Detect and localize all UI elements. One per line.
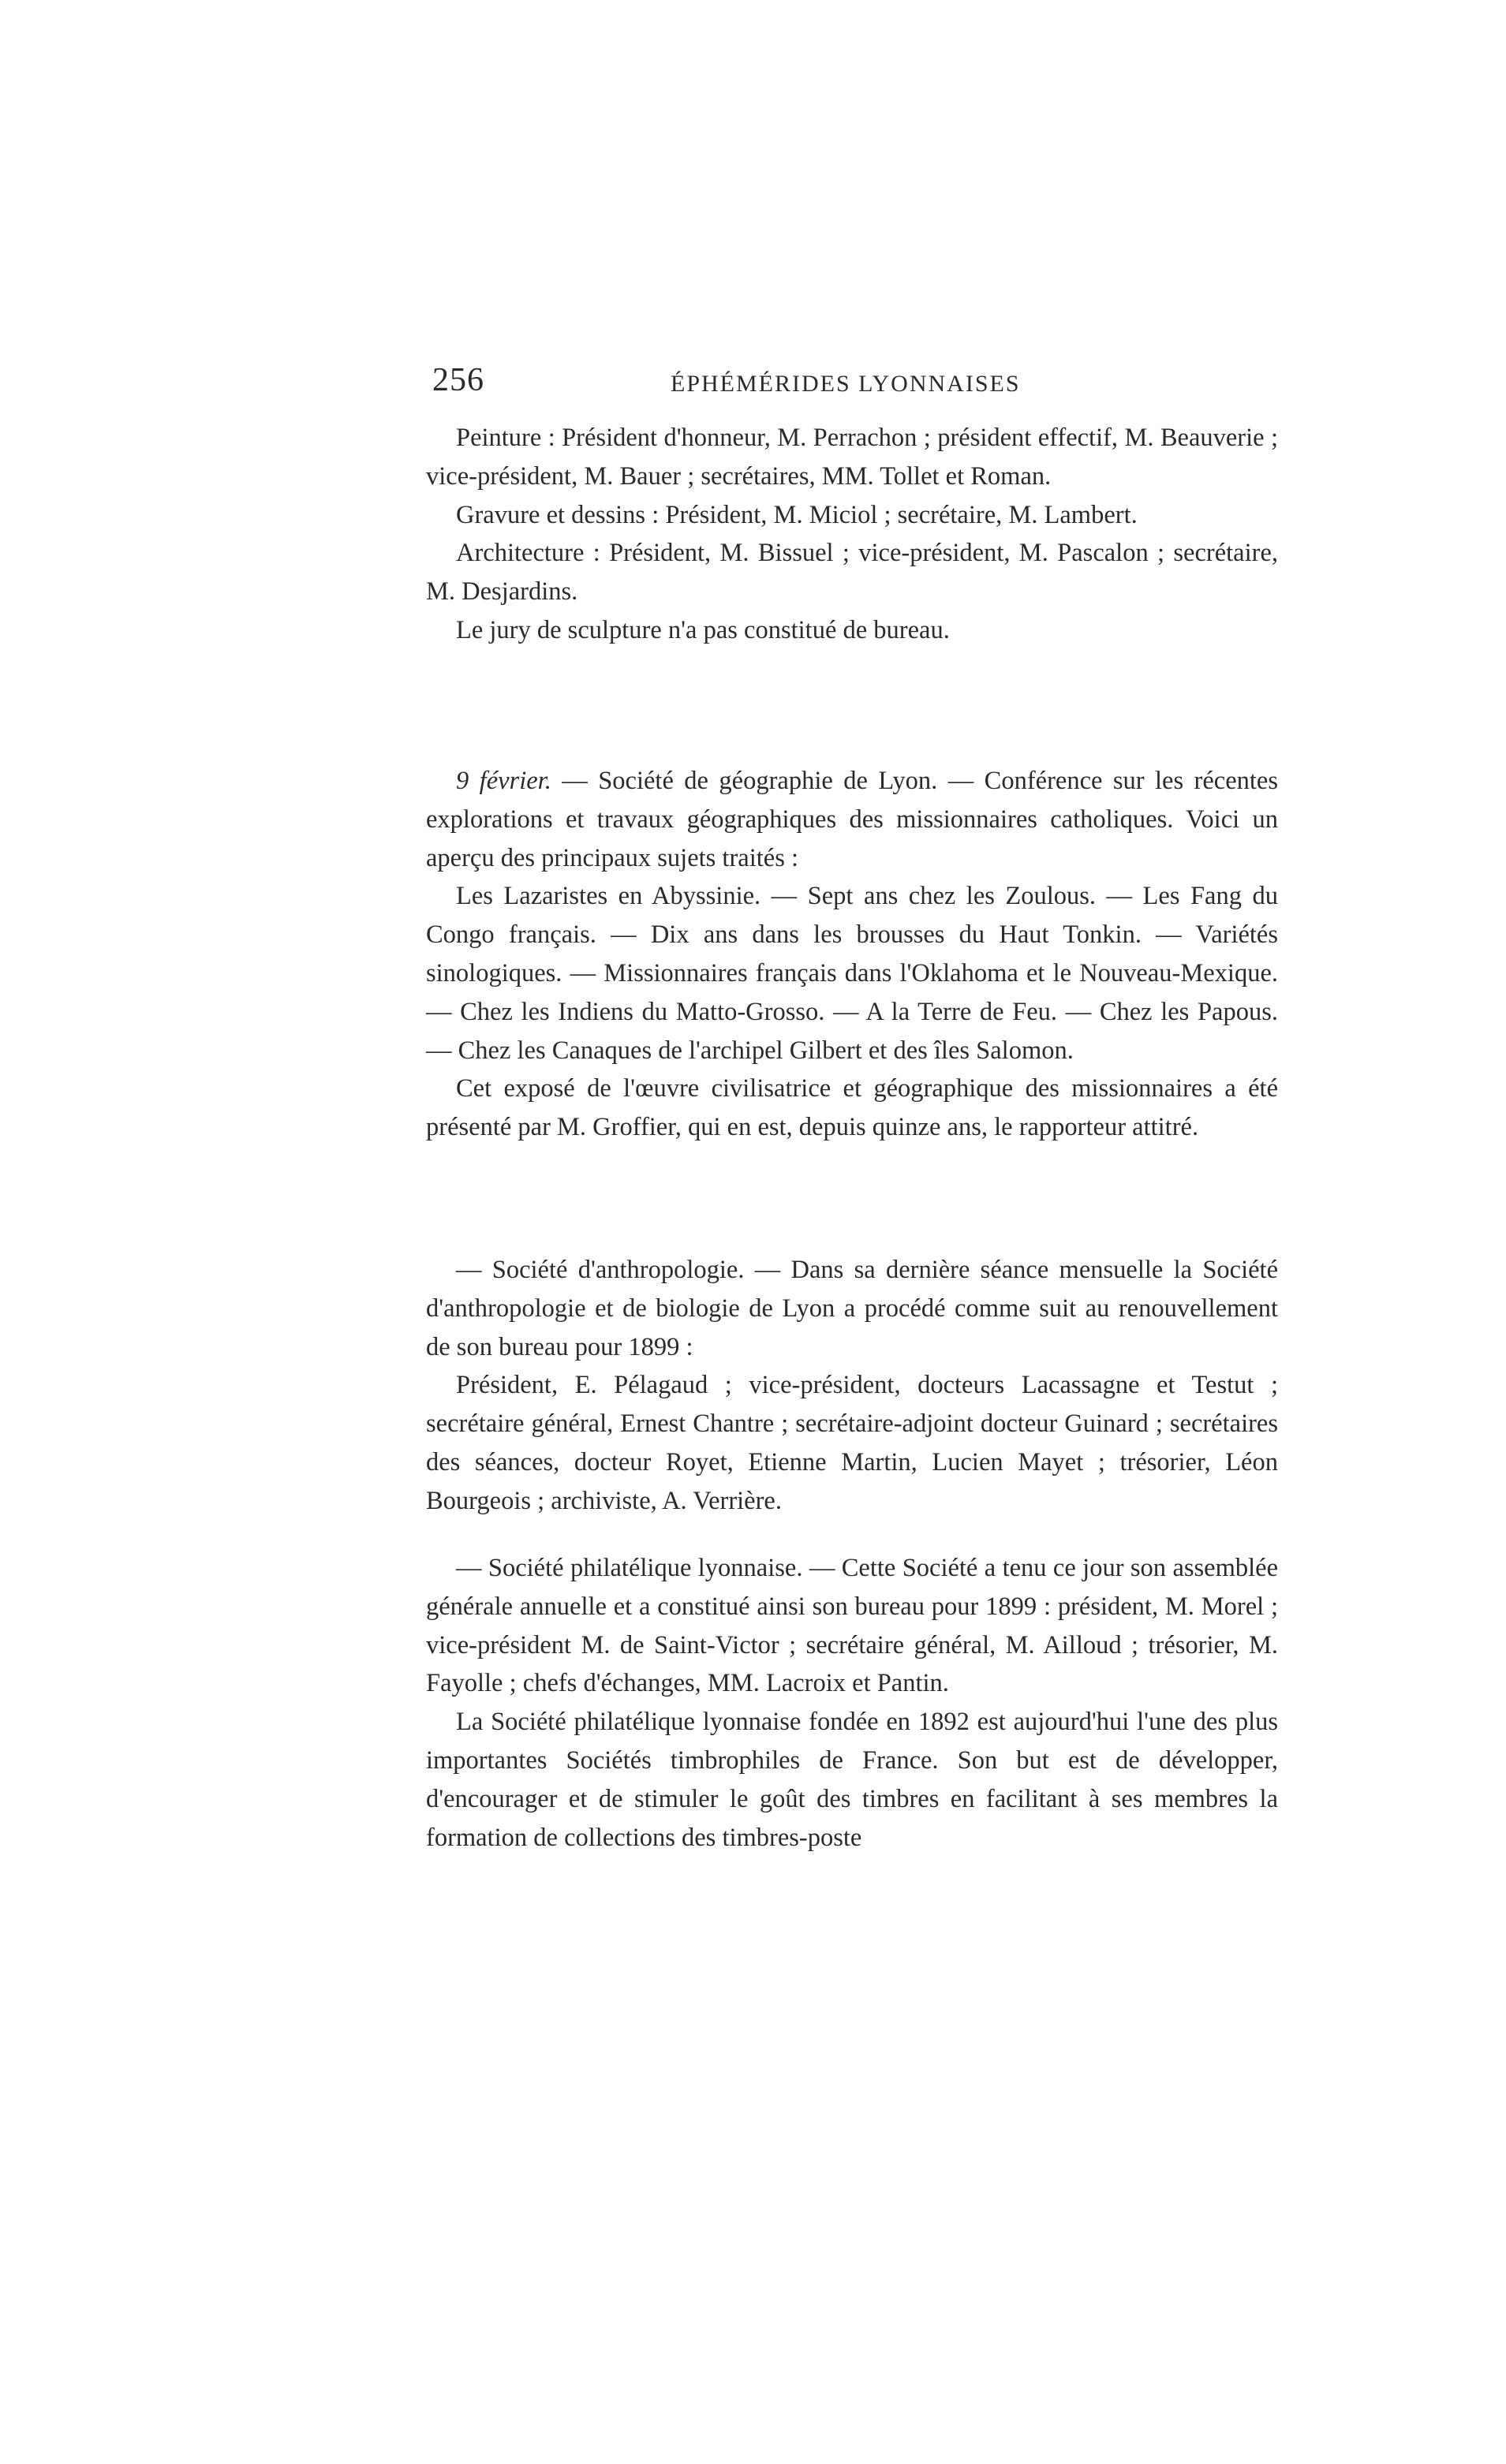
entry-intro-text: — Société de géographie de Lyon. — Conférence sur les récentes explorations et travaux géographiques des missionnaires catholiques. Voici un aperçu des principaux sujets traités : xyxy=(426,767,1278,872)
paragraph-philatelique-description: La Société philatélique lyonnaise fondée en 1892 est aujourd'hui l'une des plus importantes Sociétés timbrophiles de France. Son but est de développer, d'encourager et de stimuler le goût des timbres en facilitant à ses membres la formation de collections des timbres-poste xyxy=(426,1708,1278,1852)
paragraph-geographie-intro xyxy=(426,762,1278,877)
paragraph-philatelique-intro: — Société philatélique lyonnaise. — Cette Société a tenu ce jour son assemblée générale annuelle et a constitué ainsi son bureau pour 1899 : président, M. Morel ; vice-président M. de Saint-Victor ; secrétaire général, M. Ailloud ; trésorier, M. Fayolle ; chefs d'échanges, MM. Lacroix et Pantin. xyxy=(426,1554,1278,1698)
entry-date: 9 février. xyxy=(456,767,551,795)
paragraph-gravure: Gravure et dessins : Président, M. Miciol ; secrétaire, M. Lambert. xyxy=(456,500,1138,529)
page-header xyxy=(432,361,1284,409)
paragraph-anthropologie-members: Président, E. Pélagaud ; vice-président, docteurs Lacassagne et Testut ; secrétaire général, Ernest Chantre ; secrétaire-adjoint docteur Guinard ; secrétaires des séances, docteur Royet, Etienne Martin, Lucien Mayet ; trésorier, Léon Bourgeois ; archiviste, A. Verrière. xyxy=(426,1371,1278,1515)
entry-geographie xyxy=(426,762,1278,1147)
paragraph-sculpture: Le jury de sculpture n'a pas constitué de bureau. xyxy=(456,615,950,644)
running-head: ÉPHÉMÉRIDES LYONNAISES xyxy=(671,371,1021,397)
paragraph-peinture: Peinture : Président d'honneur, M. Perrachon ; président effectif, M. Beauverie ; vice-président, M. Bauer ; secrétaires, MM. Tollet et Roman. xyxy=(426,424,1278,491)
paragraph-subjects: Les Lazaristes en Abyssinie. — Sept ans chez les Zoulous. — Les Fang du Congo français. — Dix ans dans les brousses du Haut Tonkin. — Variétés sinologiques. — Missionnaires français dans l'Oklahoma et le Nouveau-Mexique. — Chez les Indiens du Matto-Grosso. — A la Terre de Feu. — Chez les Papous. — Chez les Canaques de l'archipel Gilbert et des îles Salomon. xyxy=(426,882,1278,1065)
entry-anthropologie xyxy=(426,1251,1278,1521)
page-number: 256 xyxy=(432,362,484,398)
paragraph-anthropologie-intro: — Société d'anthropologie. — Dans sa dernière séance mensuelle la Société d'anthropologie et de biologie de Lyon a procédé comme suit au renouvellement de son bureau pour 1899 : xyxy=(426,1256,1278,1361)
paragraph-architecture: Architecture : Président, M. Bissuel ; vice-président, M. Pascalon ; secrétaire, M. Desjardins. xyxy=(426,539,1278,607)
paragraph-closing: Cet exposé de l'œuvre civilisatrice et géographique des missionnaires a été présenté par M. Groffier, qui en est, depuis quinze ans, le rapporteur attitré. xyxy=(426,1074,1278,1142)
entry-philatelique xyxy=(426,1549,1278,1857)
section-bureaux xyxy=(426,419,1278,650)
